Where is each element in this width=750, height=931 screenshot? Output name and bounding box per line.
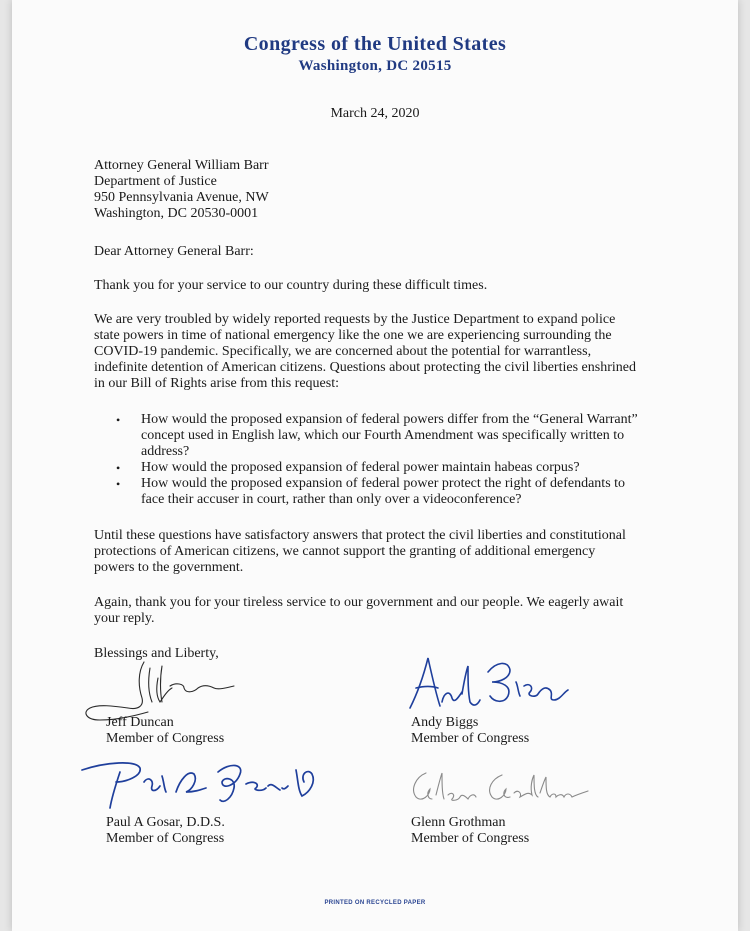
bullet-icon: • — [116, 413, 121, 427]
valediction: Blessings and Liberty, — [94, 646, 219, 661]
paragraph-line: COVID-19 pandemic. Specifically, we are concerned about the potential for warrantless, — [94, 344, 592, 359]
list-item — [94, 460, 654, 476]
bullet-icon: • — [116, 461, 121, 475]
list-item-line: address? — [141, 444, 190, 459]
signer-name: Jeff Duncan — [106, 715, 174, 730]
paragraph-position — [94, 528, 626, 576]
signer-name: Andy Biggs — [411, 715, 479, 730]
signer-title: Member of Congress — [106, 731, 225, 746]
signer-title: Member of Congress — [411, 731, 530, 746]
list-item-line: concept used in English law, which our Fourth Amendment was specifically written to — [141, 428, 625, 443]
paragraph-line: Again, thank you for your tireless service to our government and our people. We eagerly await — [94, 595, 624, 610]
signer-biggs — [411, 715, 529, 747]
signature-biggs-image — [404, 652, 574, 718]
list-item — [94, 476, 654, 508]
signer-grothman — [411, 815, 529, 847]
paragraph-line: protections of American citizens, we cannot support the granting of additional emergency — [94, 544, 596, 559]
signer-duncan — [106, 715, 224, 747]
signer-name: Paul A Gosar, D.D.S. — [106, 815, 225, 830]
recipient-line: Department of Justice — [94, 174, 217, 189]
bullet-icon: • — [116, 477, 121, 491]
letter-page — [12, 0, 738, 931]
signer-title: Member of Congress — [411, 831, 530, 846]
paragraph-line: your reply. — [94, 611, 155, 626]
paragraph-line: state powers in time of national emergency like the one we are experiencing surrounding the — [94, 328, 612, 343]
list-item-line: face their accuser in court, rather than only over a videoconference? — [141, 492, 522, 507]
list-item — [94, 412, 654, 460]
paragraph-line: indefinite detention of American citizens. Questions about protecting the civil liberties enshrined — [94, 360, 636, 375]
paragraph-line: in our Bill of Rights arise from this request: — [94, 376, 339, 391]
recipient-address — [94, 158, 269, 222]
list-item-line: How would the proposed expansion of federal power protect the right of defendants to — [141, 476, 626, 491]
paragraph-line: Until these questions have satisfactory answers that protect the civil liberties and constitutional — [94, 528, 626, 543]
list-item-line: How would the proposed expansion of federal power maintain habeas corpus? — [141, 460, 580, 475]
salutation: Dear Attorney General Barr: — [94, 244, 254, 259]
signer-name: Glenn Grothman — [411, 815, 506, 830]
paragraph-closing — [94, 595, 623, 627]
question-list — [94, 412, 654, 508]
list-item-line: How would the proposed expansion of federal powers differ from the “General Warrant” — [141, 412, 638, 427]
letter-date: March 24, 2020 — [330, 106, 420, 121]
signature-gosar-image — [76, 752, 326, 814]
recycled-paper-footer: PRINTED ON RECYCLED PAPER — [324, 900, 426, 906]
recipient-line: Washington, DC 20530-0001 — [94, 206, 259, 221]
paragraph-line: We are very troubled by widely reported requests by the Justice Department to expand police — [94, 312, 616, 327]
recipient-line: 950 Pennsylvania Avenue, NW — [94, 190, 269, 205]
signer-title: Member of Congress — [106, 831, 225, 846]
recipient-line: Attorney General William Barr — [94, 158, 269, 173]
letterhead-title: Congress of the United States — [243, 33, 507, 55]
signer-gosar — [106, 815, 225, 847]
paragraph-concern — [94, 312, 654, 392]
paragraph-line: powers to the government. — [94, 560, 244, 575]
letterhead-address: Washington, DC 20515 — [298, 58, 452, 74]
signature-grothman-image — [406, 765, 596, 809]
paragraph-thanks: Thank you for your service to our country during these difficult times. — [94, 278, 488, 293]
